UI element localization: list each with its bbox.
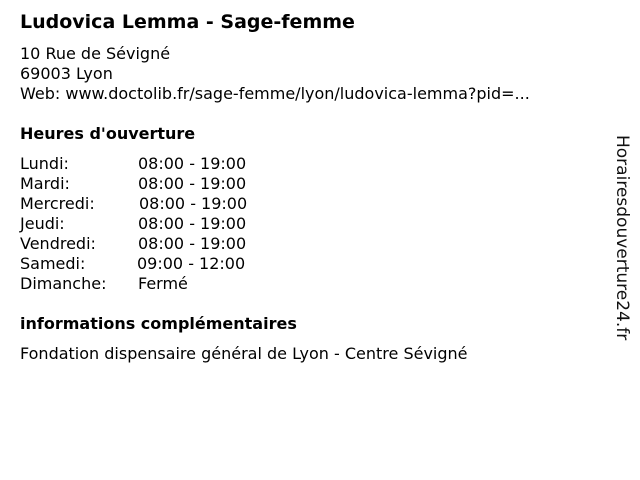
- address-city: 69003 Lyon: [20, 64, 113, 83]
- hours-row-sunday: [20, 274, 320, 294]
- hours-day-label: Mercredi:: [20, 194, 95, 213]
- hours-row-thursday: [20, 214, 320, 234]
- hours-time-value: 08:00 - 19:00: [138, 234, 247, 253]
- hours-row-monday: [20, 154, 320, 174]
- hours-row-saturday: [20, 254, 320, 274]
- hours-day-label: Vendredi:: [20, 234, 96, 253]
- page-title: Ludovica Lemma - Sage-femme: [20, 11, 355, 33]
- hours-day-label: Lundi:: [20, 154, 69, 173]
- hours-day-label: Mardi:: [20, 174, 70, 193]
- site-watermark: Horairesdouverture24.fr: [612, 135, 632, 341]
- additional-info-text: Fondation dispensaire général de Lyon - Centre Sévigné: [20, 344, 468, 363]
- hours-time-value: 08:00 - 19:00: [138, 174, 247, 193]
- website-link[interactable]: Web: www.doctolib.fr/sage-femme/lyon/ludovica-lemma?pid=...: [20, 84, 530, 103]
- hours-time-value: Fermé: [138, 274, 188, 293]
- hours-time-value: 08:00 - 19:00: [139, 194, 248, 213]
- additional-info-heading: informations complémentaires: [20, 314, 297, 333]
- hours-day-label: Samedi:: [20, 254, 86, 273]
- hours-day-label: Jeudi:: [20, 214, 65, 233]
- hours-time-value: 08:00 - 19:00: [138, 154, 247, 173]
- hours-time-value: 09:00 - 12:00: [137, 254, 246, 273]
- hours-row-friday: [20, 234, 320, 254]
- hours-day-label: Dimanche:: [20, 274, 107, 293]
- hours-row-wednesday: [20, 194, 320, 214]
- hours-row-tuesday: [20, 174, 320, 194]
- opening-hours-heading: Heures d'ouverture: [20, 124, 196, 143]
- address-street: 10 Rue de Sévigné: [20, 44, 171, 63]
- hours-time-value: 08:00 - 19:00: [138, 214, 247, 233]
